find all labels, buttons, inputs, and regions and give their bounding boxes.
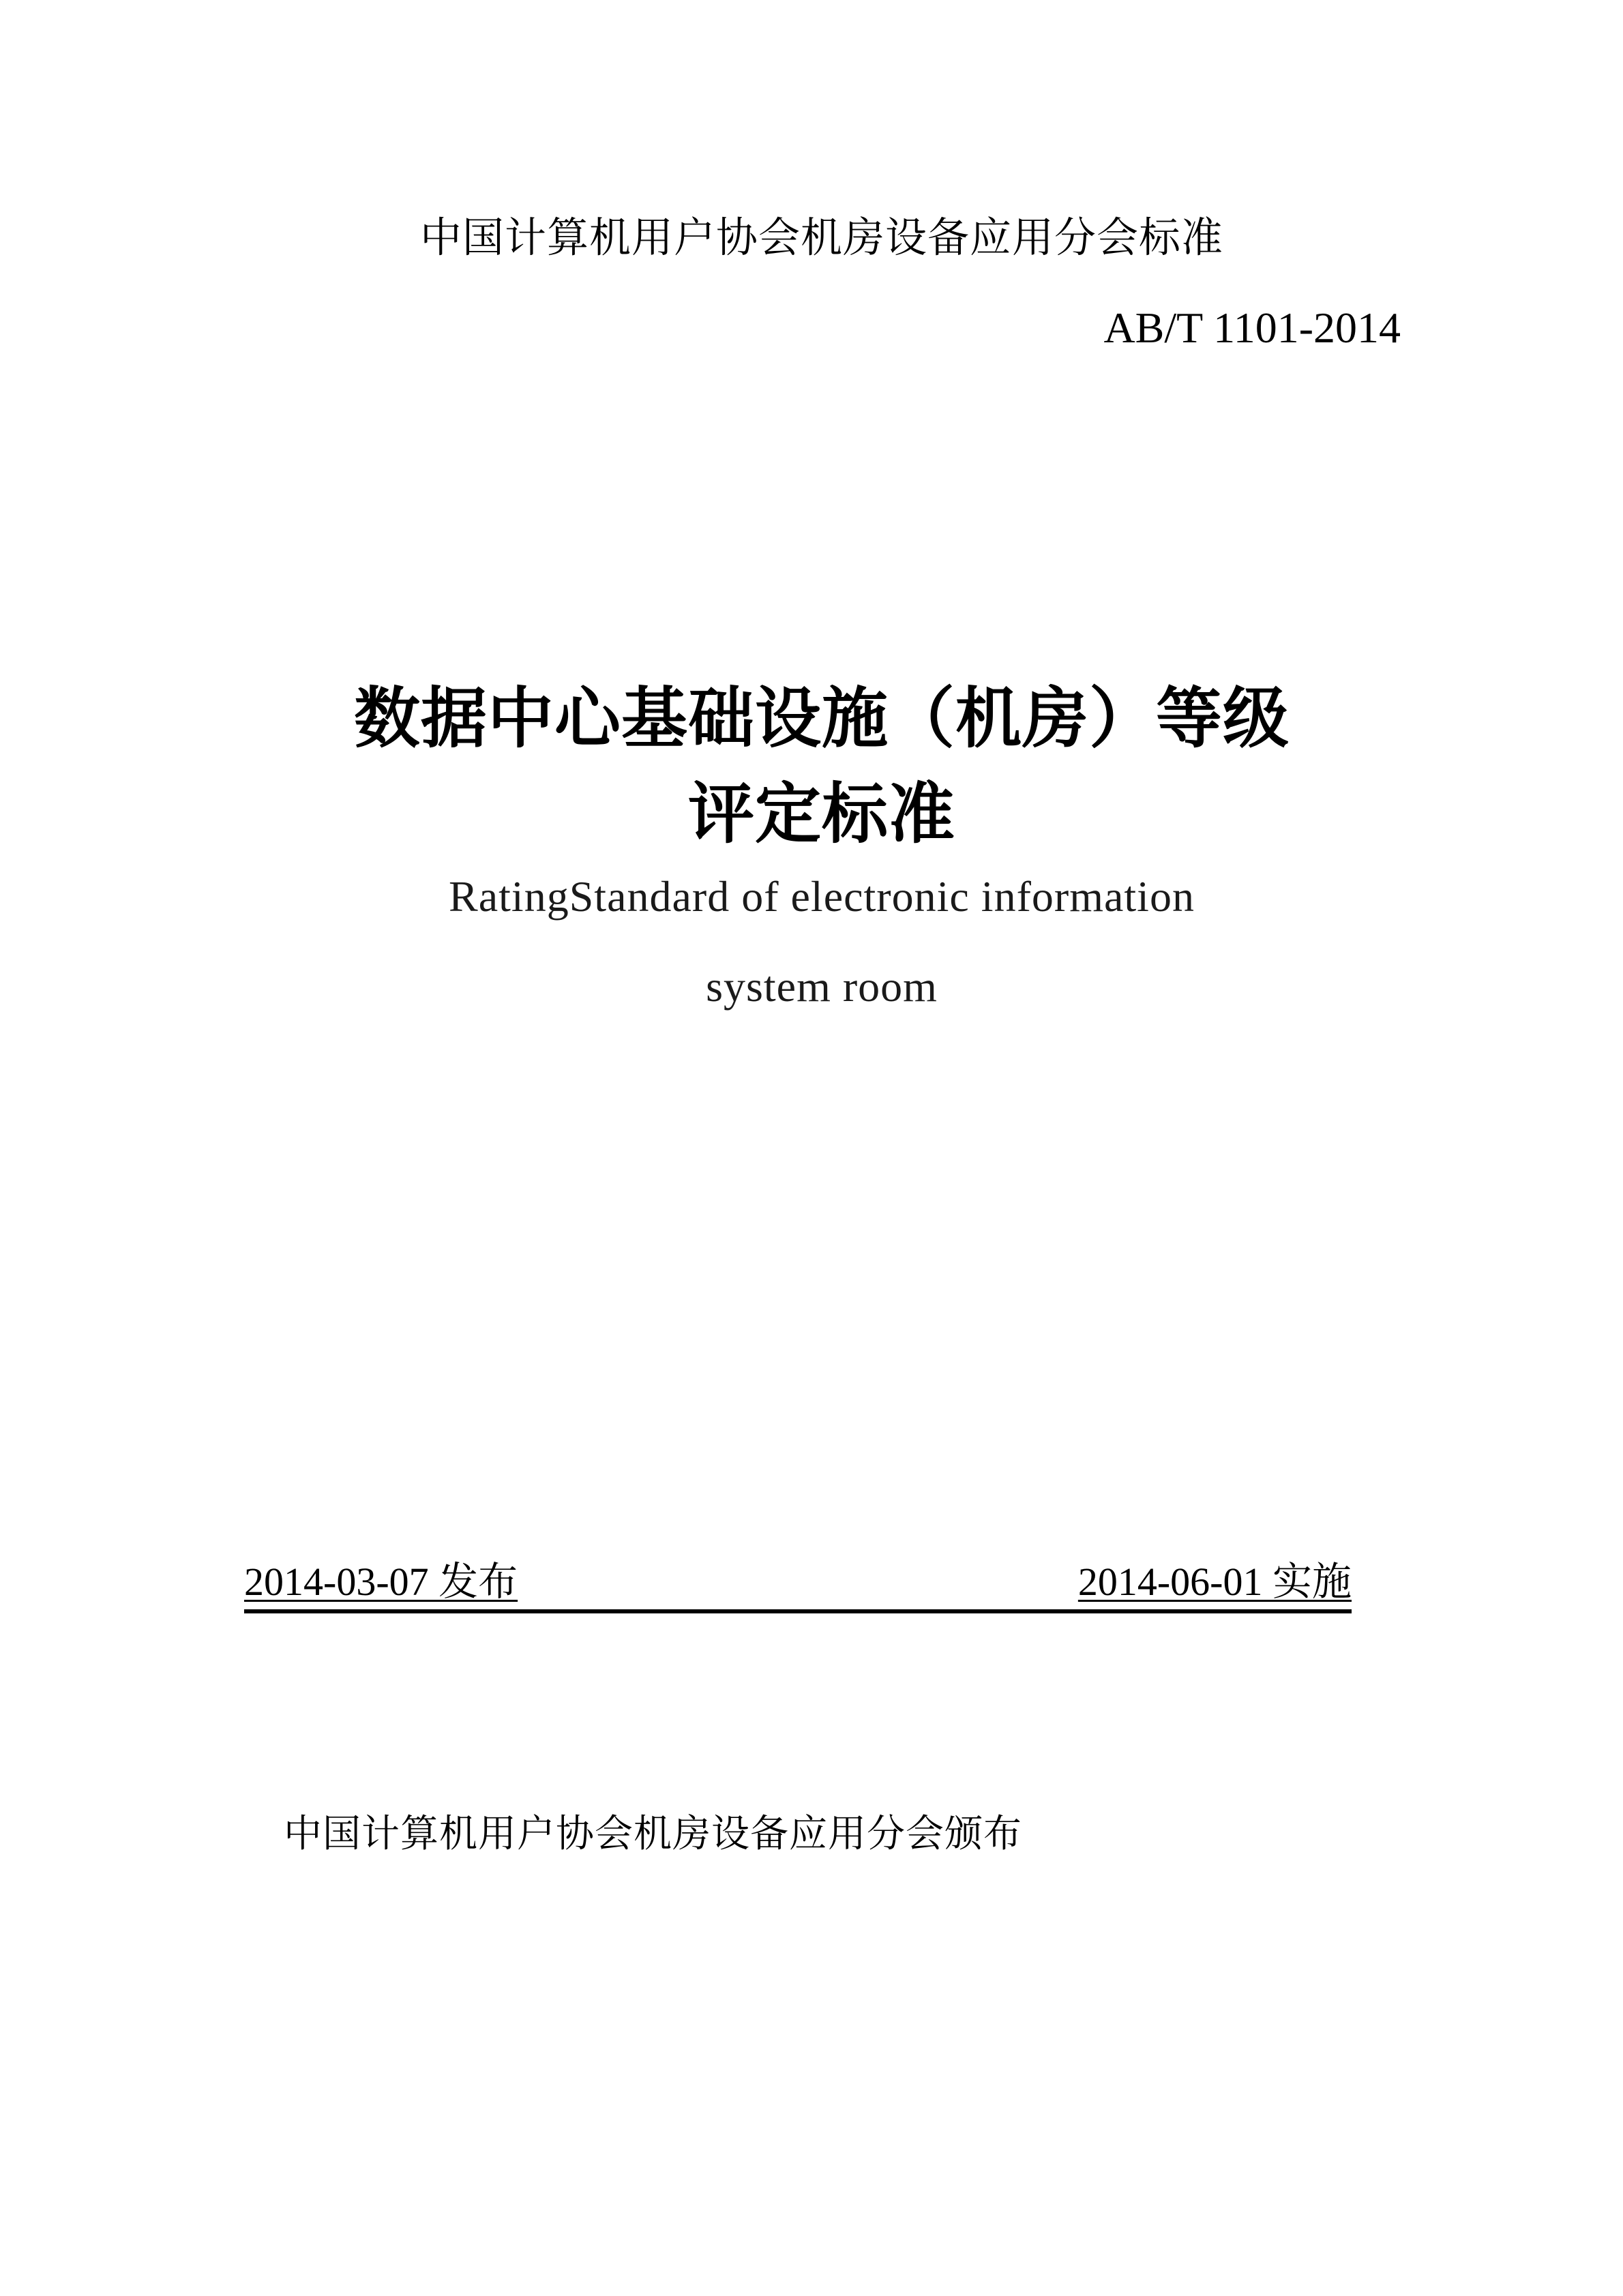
- association-standard-header: 中国计算机用户协会机房设备应用分会标准: [419, 215, 1223, 261]
- english-subtitle: [243, 852, 1401, 1032]
- page-content: [243, 0, 1401, 2296]
- document-title: [243, 672, 1401, 863]
- english-subtitle-line2: system room: [706, 962, 938, 1011]
- issue-date: 2014-03-07 发布: [244, 1560, 518, 1604]
- implementation-date: 2014-06-01 实施: [1077, 1560, 1352, 1604]
- document-title-line2: 评定标准: [688, 778, 955, 851]
- standard-number: AB/T 1101-2014: [1103, 303, 1401, 352]
- publisher-line: 中国计算机用户协会机房设备应用分会颁布: [284, 1813, 1022, 1855]
- document-title-line1: 数据中心基础设施（机房）等级: [354, 683, 1290, 756]
- english-subtitle-line1: RatingStandard of electronic information: [449, 872, 1195, 921]
- dates-rule-row: [244, 1560, 1352, 1613]
